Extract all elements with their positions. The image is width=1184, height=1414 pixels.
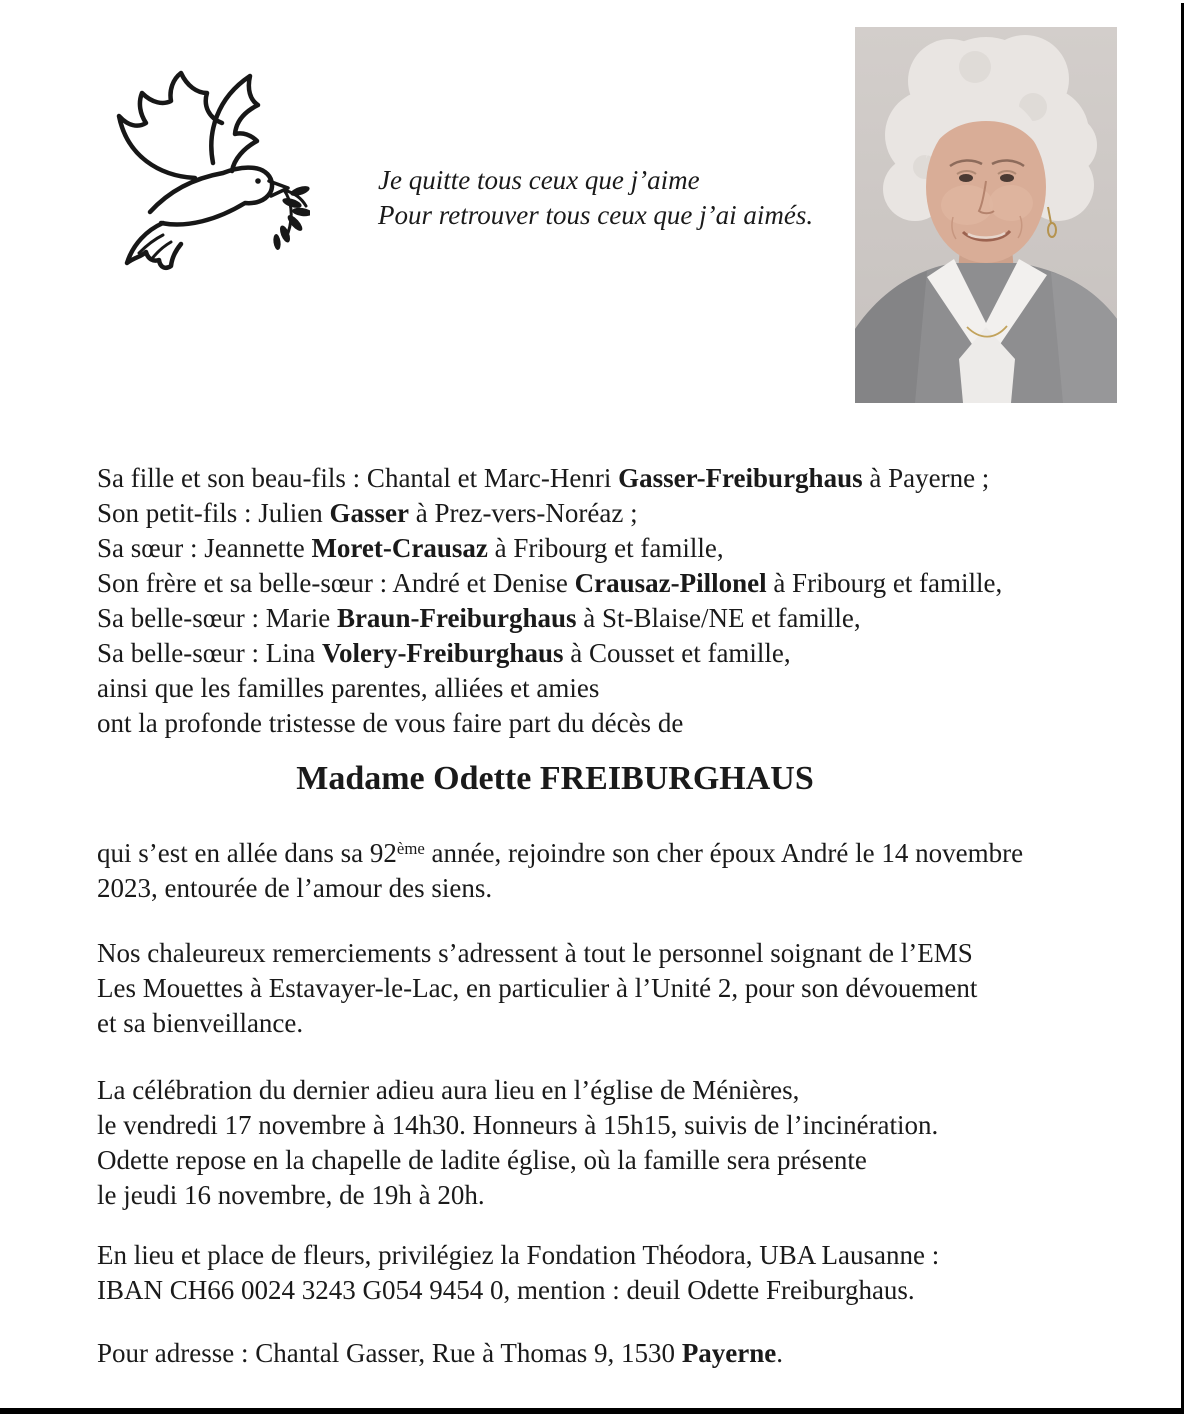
text-segment: Pour retrouver tous ceux que j’ai aimés. xyxy=(378,200,814,230)
text-segment: Son frère et sa belle-sœur : André et Denise xyxy=(97,568,575,598)
family-list xyxy=(97,461,1002,741)
text-line xyxy=(97,461,1002,496)
text-line xyxy=(97,1336,783,1371)
text-segment: Sa sœur : Jeannette xyxy=(97,533,312,563)
text-line xyxy=(97,636,1002,671)
text-segment: à St-Blaise/NE et famille, xyxy=(576,603,861,633)
text-segment: IBAN CH66 0024 3243 G054 9454 0, mention : deuil Odette Freiburghaus. xyxy=(97,1275,915,1305)
text-line xyxy=(97,971,977,1006)
text-segment: ème xyxy=(396,839,425,859)
text-segment: Sa belle-sœur : Lina xyxy=(97,638,322,668)
text-segment: Sa fille et son beau-fils : Chantal et Marc-Henri xyxy=(97,463,619,493)
scan-edge-bottom xyxy=(0,1408,1184,1414)
address-paragraph xyxy=(97,1336,783,1371)
text-segment: à Cousset et famille, xyxy=(563,638,791,668)
text-segment: qui s’est en allée dans sa 92 xyxy=(97,838,397,868)
text-line xyxy=(97,671,1002,706)
text-line xyxy=(97,1178,938,1213)
text-segment: Gasser-Freiburghaus xyxy=(618,463,863,493)
text-segment: La célébration du dernier adieu aura lieu en l’église de Ménières, xyxy=(97,1075,800,1105)
text-segment: à Payerne ; xyxy=(862,463,990,493)
memorial-quote xyxy=(378,163,813,233)
text-segment: Moret-Crausaz xyxy=(311,533,488,563)
text-segment: Nos chaleureux remerciements s’adressent à tout le personnel soignant de l’EMS xyxy=(97,938,973,968)
text-segment: . xyxy=(776,1338,784,1368)
text-segment: à Fribourg et famille, xyxy=(487,533,724,563)
text-line xyxy=(97,566,1002,601)
announcement-paragraph xyxy=(97,836,1023,906)
text-segment: Gasser xyxy=(329,498,409,528)
text-line xyxy=(97,531,1002,566)
text-segment: Les Mouettes à Estavayer-le-Lac, en particulier à l’Unité 2, pour son dévouement xyxy=(97,973,978,1003)
text-line xyxy=(97,871,1023,906)
text-segment: Odette repose en la chapelle de ladite église, où la famille sera présente xyxy=(97,1145,867,1175)
portrait-photo xyxy=(855,27,1117,403)
text-line xyxy=(97,706,1002,741)
text-line xyxy=(97,836,1023,871)
text-segment: ainsi que les familles parentes, alliées et amies xyxy=(97,673,600,703)
text-segment: le vendredi 17 novembre à 14h30. Honneurs à 15h15, suivis de l’incinération. xyxy=(97,1110,939,1140)
text-segment: Crausaz-Pillonel xyxy=(574,568,767,598)
text-line xyxy=(97,1143,938,1178)
text-segment: Sa belle-sœur : Marie xyxy=(97,603,337,633)
text-line xyxy=(97,936,977,971)
text-segment: En lieu et place de fleurs, privilégiez la Fondation Théodora, UBA Lausanne : xyxy=(97,1240,940,1270)
text-segment: ont la profonde tristesse de vous faire part du décès de xyxy=(97,708,684,738)
text-line xyxy=(97,1238,939,1273)
text-segment: Pour adresse : Chantal Gasser, Rue à Thomas 9, 1530 xyxy=(97,1338,682,1368)
text-segment: 2023, entourée de l’amour des siens. xyxy=(97,873,493,903)
dove-olive-branch-icon xyxy=(95,60,310,282)
ceremony-paragraph xyxy=(97,1073,938,1213)
thanks-paragraph xyxy=(97,936,977,1041)
text-segment: à Fribourg et famille, xyxy=(766,568,1003,598)
text-segment: Volery-Freiburghaus xyxy=(321,638,564,668)
text-line xyxy=(97,496,1002,531)
text-line xyxy=(97,601,1002,636)
text-line xyxy=(97,1273,939,1308)
text-segment: année, rejoindre son cher époux André le 14 novembre xyxy=(424,838,1024,868)
text-segment: Je quitte tous ceux que j’aime xyxy=(378,165,700,195)
text-line xyxy=(97,1108,938,1143)
text-segment: Son petit-fils : Julien xyxy=(97,498,330,528)
text-line xyxy=(378,198,813,233)
text-segment: le jeudi 16 novembre, de 19h à 20h. xyxy=(97,1180,485,1210)
deceased-name-title: Madame Odette FREIBURGHAUS xyxy=(296,760,814,797)
text-segment: et sa bienveillance. xyxy=(97,1008,304,1038)
text-segment: à Prez-vers-Noréaz ; xyxy=(408,498,638,528)
text-segment: Braun-Freiburghaus xyxy=(336,603,577,633)
donations-paragraph xyxy=(97,1238,939,1308)
text-segment: Payerne xyxy=(681,1338,777,1368)
text-line xyxy=(97,1073,938,1108)
text-line xyxy=(97,1006,977,1041)
text-line xyxy=(378,163,813,198)
